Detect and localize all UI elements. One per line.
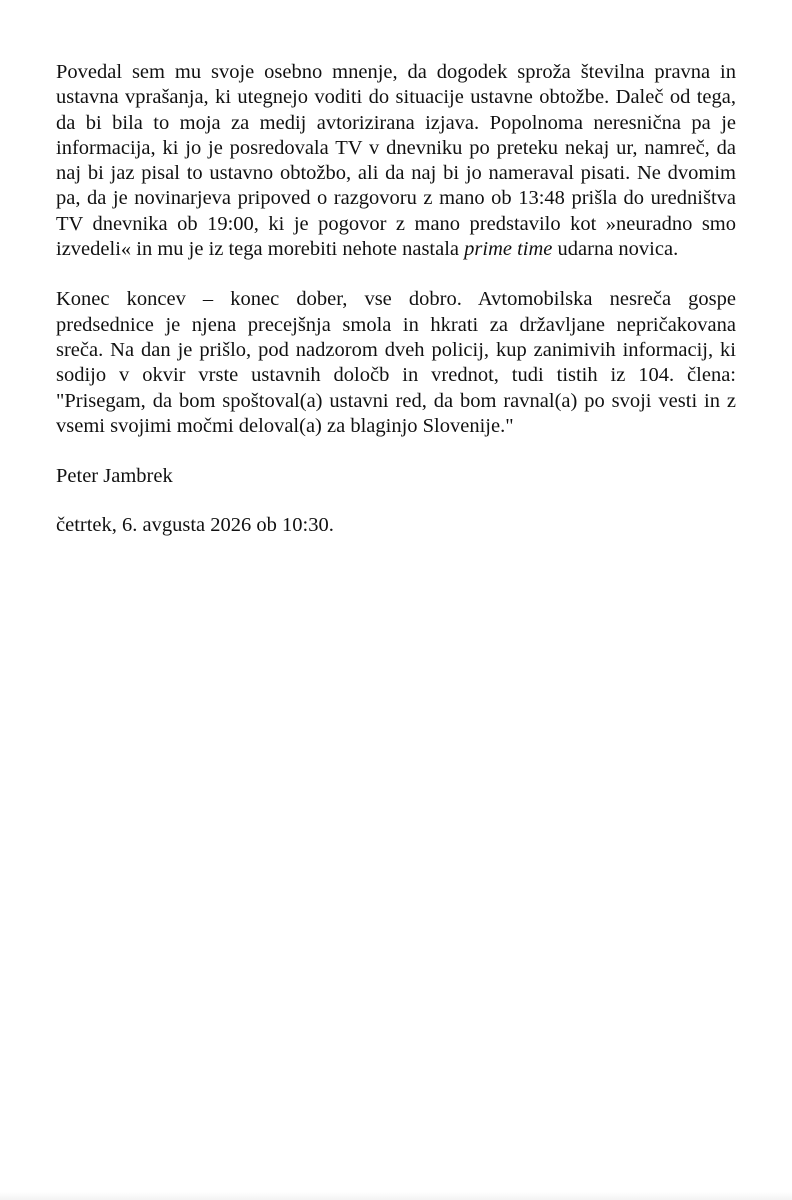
paragraph-1 bbox=[56, 60, 736, 262]
paragraph-1-line: ustavna vprašanja, ki utegnejo voditi do situacije ustavne obtožbe. Daleč od tega, bbox=[56, 86, 736, 109]
page-bottom-edge bbox=[0, 1192, 792, 1200]
paragraph-1-last-line-end: udarna novica. bbox=[552, 238, 679, 261]
paragraph-2-line: sreča. Na dan je prišlo, pod nadzorom dveh policij, kup zanimivih informacij, ki bbox=[56, 338, 736, 361]
paragraph-1-line: informacija, ki jo je posredovala TV v dnevniku po preteku nekaj ur, namreč, da bbox=[56, 136, 736, 159]
paragraph-2 bbox=[56, 287, 736, 439]
document-body bbox=[56, 60, 736, 563]
paragraph-2-line: Konec koncev – konec dober, vse dobro. Avtomobilska nesreča gospe bbox=[56, 288, 736, 311]
paragraph-2-line: "Prisegam, da bom spoštoval(a) ustavni red, da bom ravnal(a) po svoji vesti in z bbox=[56, 389, 736, 412]
paragraph-1-italic-phrase: prime time bbox=[464, 238, 553, 261]
paragraph-1-line: pa, da je novinarjeva pripoved o razgovoru z mano ob 13:48 prišla do uredništva bbox=[56, 187, 736, 210]
paragraph-1-line: Povedal sem mu svoje osebno mnenje, da dogodek sproža številna pravna in bbox=[56, 61, 736, 83]
paragraph-1-line: TV dnevnika ob 19:00, ki je pogovor z mano predstavilo kot »neuradno smo bbox=[56, 212, 736, 235]
paragraph-1-last-line-start: izvedeli« in mu je iz tega morebiti nehote nastala bbox=[56, 238, 465, 261]
paragraph-1-last-line bbox=[56, 237, 736, 262]
paragraph-2-line: predsednice je njena precejšnja smola in hkrati za državljane nepričakovana bbox=[56, 313, 736, 336]
paragraph-2-line: vsemi svojimi močmi deloval(a) za blaginjo Slovenije." bbox=[56, 414, 514, 437]
paragraph-2-line: sodijo v okvir vrste ustavnih določb in vrednot, tudi tistih iz 104. člena: bbox=[56, 364, 736, 387]
paragraph-1-line: naj bi jaz pisal to ustavno obtožbo, ali da naj bi jo nameraval pisati. Ne dvomim bbox=[56, 162, 736, 185]
signature: Peter Jambrek bbox=[56, 465, 173, 488]
date-line: četrtek, 6. avgusta 2026 ob 10:30. bbox=[56, 514, 334, 537]
paragraph-1-line: da bi bila to moja za medij avtorizirana izjava. Popolnoma neresnična pa je bbox=[56, 111, 736, 134]
